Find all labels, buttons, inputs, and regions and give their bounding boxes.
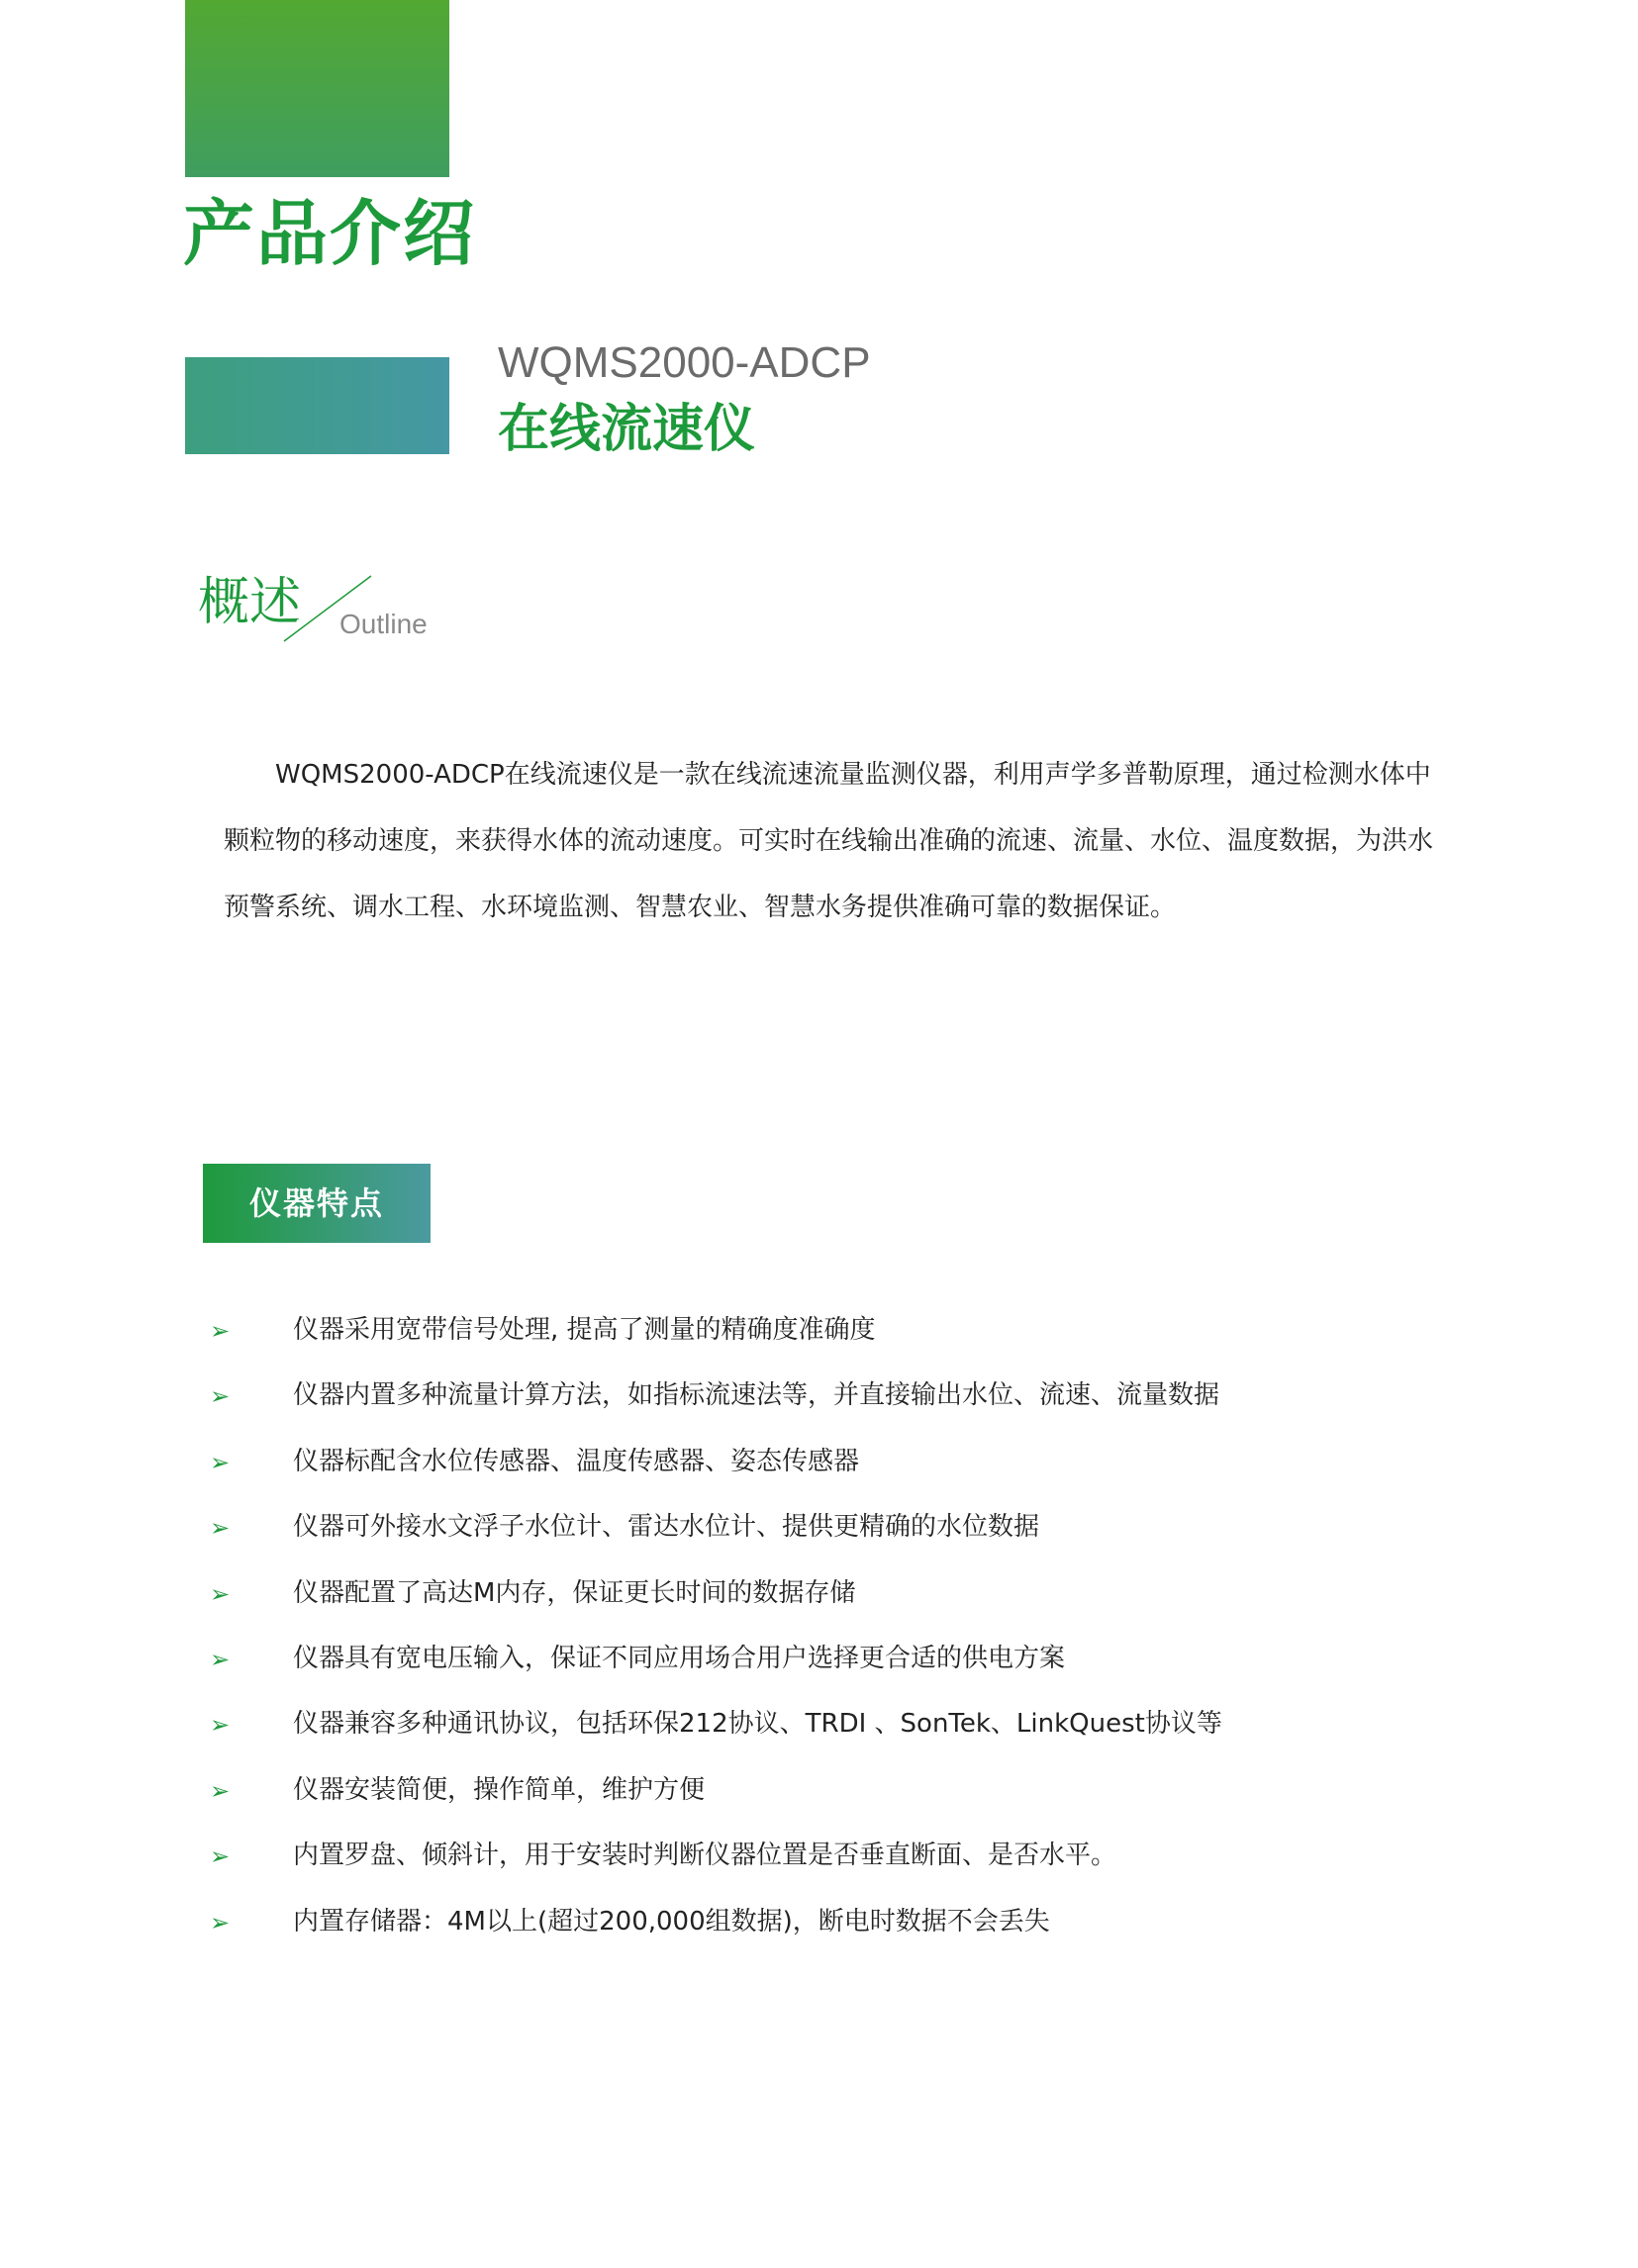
page-title: 产品介绍 bbox=[183, 192, 477, 275]
feature-text: 内置存储器：4M以上(超过200,000组数据)，断电时数据不会丢失 bbox=[293, 1906, 1050, 1937]
arrow-bullet-icon: ➢ bbox=[210, 1448, 231, 1476]
list-item bbox=[210, 1708, 1447, 1773]
arrow-bullet-icon: ➢ bbox=[210, 1317, 231, 1345]
arrow-bullet-icon: ➢ bbox=[210, 1776, 231, 1805]
list-item bbox=[210, 1446, 1447, 1511]
outline-heading-en: Outline bbox=[339, 609, 428, 639]
list-item bbox=[210, 1314, 1447, 1379]
feature-text: 仪器具有宽电压输入，保证不同应用场合用户选择更合适的供电方案 bbox=[293, 1643, 1066, 1673]
feature-text: 仪器可外接水文浮子水位计、雷达水位计、提供更精确的水位数据 bbox=[293, 1512, 1040, 1543]
list-item bbox=[210, 1906, 1447, 1971]
list-item bbox=[210, 1643, 1447, 1708]
arrow-bullet-icon: ➢ bbox=[210, 1382, 231, 1411]
list-item bbox=[210, 1774, 1447, 1840]
list-item bbox=[210, 1577, 1447, 1643]
arrow-bullet-icon: ➢ bbox=[210, 1843, 231, 1871]
product-name: 在线流速仪 bbox=[498, 400, 756, 459]
features-heading-badge: 仪器特点 bbox=[203, 1164, 431, 1243]
outline-heading-cn: 概述 bbox=[198, 573, 302, 632]
product-model: WQMS2000-ADCP bbox=[498, 338, 871, 387]
list-item bbox=[210, 1379, 1447, 1445]
arrow-bullet-icon: ➢ bbox=[210, 1645, 231, 1673]
arrow-bullet-icon: ➢ bbox=[210, 1514, 231, 1543]
feature-text: 仪器兼容多种通讯协议，包括环保212协议、TRDI 、SonTek、LinkQuest协议等 bbox=[293, 1709, 1222, 1740]
feature-text: 仪器内置多种流量计算方法，如指标流速法等，并直接输出水位、流速、流量数据 bbox=[293, 1380, 1220, 1411]
arrow-bullet-icon: ➢ bbox=[210, 1711, 231, 1740]
feature-text: 仪器安装简便，操作简单，维护方便 bbox=[293, 1774, 706, 1805]
decorative-green-block bbox=[185, 0, 449, 177]
decorative-teal-block bbox=[185, 357, 449, 454]
outline-paragraph: WQMS2000-ADCP在线流速仪是一款在线流速流量监测仪器，利用声学多普勒原理，通过检测水体中颗粒物的移动速度，来获得水体的流动速度。可实时在线输出准确的流速、流量、水位、温度数据，为洪水预警系统、调水工程、水环境监测、智慧农业、智慧水务提供准确可靠的数据保证。 bbox=[224, 760, 1434, 922]
feature-text: 仪器配置了高达M内存，保证更长时间的数据存储 bbox=[293, 1577, 856, 1608]
feature-list bbox=[210, 1314, 1447, 1971]
arrow-bullet-icon: ➢ bbox=[210, 1579, 231, 1608]
feature-text: 仪器标配含水位传感器、温度传感器、姿态传感器 bbox=[293, 1446, 860, 1476]
feature-text: 内置罗盘、倾斜计，用于安装时判断仪器位置是否垂直断面、是否水平。 bbox=[293, 1841, 1117, 1871]
arrow-bullet-icon: ➢ bbox=[210, 1908, 231, 1937]
list-item bbox=[210, 1511, 1447, 1576]
list-item bbox=[210, 1840, 1447, 1905]
feature-text: 仪器采用宽带信号处理, 提高了测量的精确度准确度 bbox=[293, 1315, 876, 1345]
